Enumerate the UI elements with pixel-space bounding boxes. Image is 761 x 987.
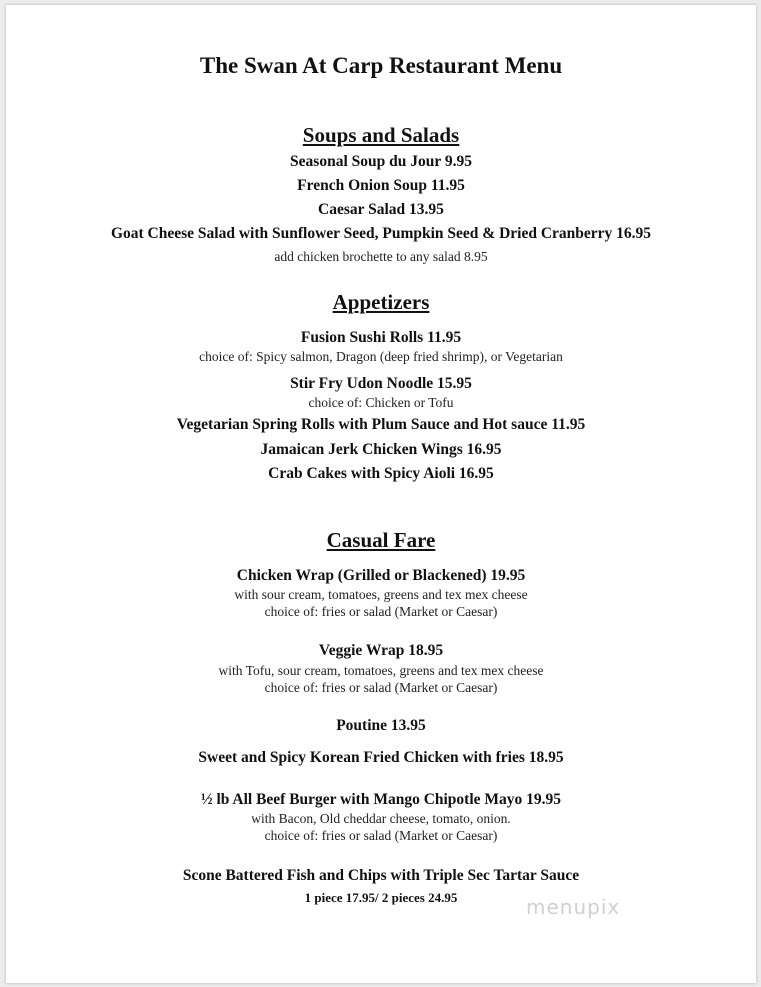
menu-item: Sweet and Spicy Korean Fried Chicken with fries 18.95 xyxy=(198,749,564,766)
menu-item: Veggie Wrap 18.95 xyxy=(318,642,444,659)
menu-item: Scone Battered Fish and Chips with Triple Sec Tartar Sauce xyxy=(182,867,580,884)
menu-item: Vegetarian Spring Rolls with Plum Sauce and Hot sauce 11.95 xyxy=(176,416,586,433)
item-note: choice of: fries or salad (Market or Caesar) xyxy=(264,604,498,619)
menu-item: Goat Cheese Salad with Sunflower Seed, Pumpkin Seed & Dried Cranberry 16.95 xyxy=(110,225,652,242)
item-note: with sour cream, tomatoes, greens and tex mex cheese xyxy=(234,587,528,602)
section-heading-casual: Casual Fare xyxy=(326,528,436,552)
item-note: with Tofu, sour cream, tomatoes, greens and tex mex cheese xyxy=(218,663,544,678)
menu-page xyxy=(6,5,756,983)
page-title: The Swan At Carp Restaurant Menu xyxy=(199,53,563,78)
menu-item: Jamaican Jerk Chicken Wings 16.95 xyxy=(260,441,502,458)
item-note: choice of: fries or salad (Market or Caesar) xyxy=(264,828,498,843)
menu-item: Seasonal Soup du Jour 9.95 xyxy=(290,153,472,170)
item-note: choice of: Chicken or Tofu xyxy=(308,395,454,410)
menu-item: Fusion Sushi Rolls 11.95 xyxy=(300,329,462,346)
item-note: choice of: Spicy salmon, Dragon (deep fried shrimp), or Vegetarian xyxy=(199,349,563,364)
menu-item: Poutine 13.95 xyxy=(336,717,426,734)
menu-item: French Onion Soup 11.95 xyxy=(297,177,465,194)
menu-item: Stir Fry Udon Noodle 15.95 xyxy=(290,375,472,392)
menu-item: ½ lb All Beef Burger with Mango Chipotle Mayo 19.95 xyxy=(200,791,562,808)
menu-item: Chicken Wrap (Grilled or Blackened) 19.95 xyxy=(236,567,526,584)
item-note: with Bacon, Old cheddar cheese, tomato, onion. xyxy=(251,811,511,826)
item-note: add chicken brochette to any salad 8.95 xyxy=(274,249,488,264)
section-heading-soups: Soups and Salads xyxy=(302,123,460,147)
menu-item: Caesar Salad 13.95 xyxy=(318,201,444,218)
watermark: menupix xyxy=(526,895,621,919)
item-note: choice of: fries or salad (Market or Caesar) xyxy=(264,680,498,695)
item-prices: 1 piece 17.95/ 2 pieces 24.95 xyxy=(304,890,458,905)
menu-item: Crab Cakes with Spicy Aioli 16.95 xyxy=(268,465,494,482)
section-heading-appetizers: Appetizers xyxy=(332,290,430,314)
